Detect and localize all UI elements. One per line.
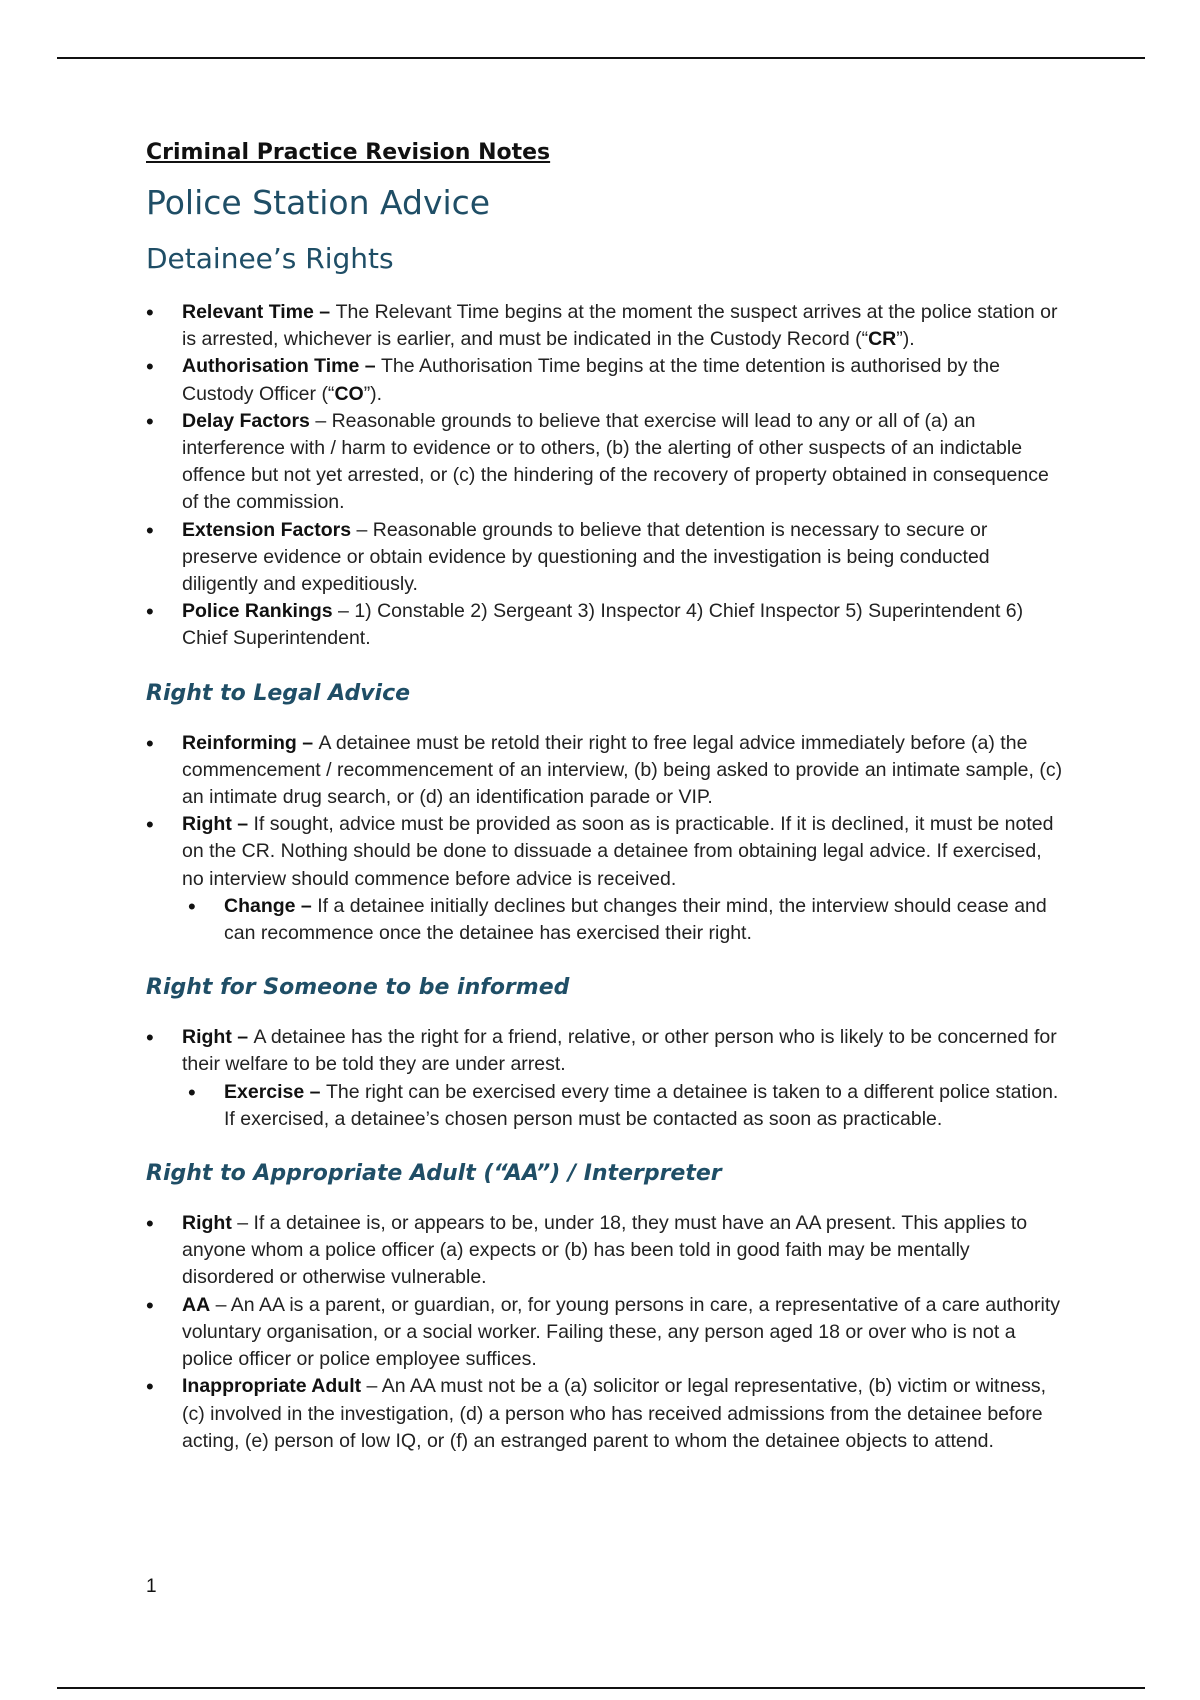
list-item (146, 1292, 1066, 1374)
footer-rule (57, 1687, 1145, 1689)
item-text: Reasonable grounds to believe that exercise will lead to any or all of (a) an interference with / harm to evidence or to others, (b) the alerting of other suspects of an indictable offence but not yet arrested, or (c) the hindering of the recovery of property obtained in consequence of the commission. (182, 409, 1049, 514)
legal-advice-sublist (182, 893, 1066, 947)
list-item (146, 1373, 1066, 1455)
item-separator: – (295, 894, 318, 917)
item-term: Extension Factors (182, 518, 352, 541)
item-separator: – (231, 1212, 254, 1235)
item-term: Inappropriate Adult (182, 1375, 362, 1398)
item-text: An AA is a parent, or guardian, or, for young persons in care, a representative of a care authority voluntary organisation, or a social worker. Failing these, any person aged 18 or over who is not a police officer or police employee suffices. (182, 1293, 1061, 1371)
item-separator: – (361, 1375, 382, 1398)
section-heading-legal-advice: Right to Legal Advice (146, 680, 411, 706)
item-text: If a detainee initially declines but changes their mind, the interview should cease and can recommence once the detainee has exercised their right. (224, 894, 1047, 945)
item-abbreviation: CO (334, 382, 364, 405)
item-text-end: ”). (363, 382, 383, 405)
page-content (146, 140, 1066, 1455)
sub-list-item (182, 893, 1066, 947)
item-text: The Relevant Time begins at the moment the suspect arrives at the police station or is arrested, whichever is earlier, and must be indicated in the Custody Record (“ (182, 301, 1058, 351)
item-separator: – (332, 600, 355, 623)
item-term: Right (182, 813, 232, 836)
list-item (146, 517, 1066, 599)
list-item (146, 299, 1066, 353)
item-term: Delay Factors (182, 409, 310, 432)
item-separator: – (296, 731, 319, 754)
item-term: Authorisation Time (182, 355, 360, 378)
item-text: If a detainee is, or appears to be, under 18, they must have an AA present. This applies to anyone whom a police officer (a) expects or (b) has been told in good faith may be mentally disordered or otherwise vulnerable. (182, 1212, 1028, 1289)
item-text: The Authorisation Time begins at the time detention is authorised by the Custody Officer (“ (182, 355, 1000, 405)
list-item (146, 1210, 1066, 1292)
item-separator: – (359, 355, 382, 378)
item-separator: – (351, 518, 373, 541)
item-text-end: ”). (896, 328, 915, 351)
item-term: Change (224, 894, 296, 917)
item-separator: – (231, 1026, 254, 1049)
legal-advice-list (146, 730, 1066, 948)
someone-informed-list (146, 1024, 1066, 1133)
item-term: Exercise (224, 1080, 305, 1103)
section-heading-detainees-rights: Detainee’s Rights (146, 242, 394, 275)
item-separator: – (210, 1293, 231, 1316)
detainees-rights-list (146, 299, 1066, 653)
list-item (146, 811, 1066, 947)
item-term: Relevant Time (182, 301, 314, 323)
item-text: A detainee has the right for a friend, relative, or other person who is likely to be concerned for their welfare to be told they are under arrest. (182, 1026, 1057, 1076)
item-term: Right (182, 1212, 232, 1235)
item-term: Reinforming (182, 731, 297, 754)
item-separator: – (313, 301, 336, 323)
section-heading-appropriate-adult: Right to Appropriate Adult (“AA”) / Interpreter (146, 1161, 722, 1187)
appropriate-adult-list (146, 1210, 1066, 1455)
list-item (146, 408, 1066, 517)
item-abbreviation: CR (868, 328, 897, 351)
item-text: An AA must not be a (a) solicitor or legal representative, (b) victim or witness, (c) involved in the investigation, (d) a person who has received admissions from the detainee before acting, (e) person of low IQ, or (f) an estranged parent to whom the detainee objects to attend. (182, 1375, 1047, 1452)
item-term: AA (182, 1293, 211, 1316)
header-rule (57, 57, 1145, 59)
item-separator: – (309, 409, 332, 432)
page-number: 1 (146, 1576, 157, 1597)
list-item (146, 353, 1066, 407)
item-separator: – (231, 813, 254, 836)
item-text: 1) Constable 2) Sergeant 3) Inspector 4) Chief Inspector 5) Superintendent 6) Chief Superintendent. (182, 600, 1024, 650)
item-term: Police Rankings (182, 600, 333, 623)
main-heading: Police Station Advice (146, 183, 491, 222)
item-text: Reasonable grounds to believe that detention is necessary to secure or preserve evidence or obtain evidence by questioning and the investigation is being conducted diligently and expeditiously. (182, 518, 990, 596)
sub-list-item (182, 1079, 1066, 1133)
item-text: A detainee must be retold their right to free legal advice immediately before (a) the commencement / recommencement of an interview, (b) being asked to provide an intimate sample, (c) an intimate drug search, or (d) an identification parade or VIP. (182, 731, 1063, 809)
section-heading-someone-informed: Right for Someone to be informed (146, 975, 570, 1001)
item-separator: – (304, 1080, 326, 1103)
list-item (146, 730, 1066, 812)
list-item (146, 598, 1066, 652)
list-item (146, 1024, 1066, 1133)
item-text: If sought, advice must be provided as soon as is practicable. If it is declined, it must be noted on the CR. Nothing should be done to dissuade a detainee from obtaining legal advice. If exercised, no interview should commence before advice is received. (182, 813, 1054, 890)
document-title: Criminal Practice Revision Notes (146, 140, 551, 165)
item-term: Right (182, 1026, 232, 1049)
someone-informed-sublist (182, 1079, 1066, 1133)
item-text: The right can be exercised every time a detainee is taken to a different police station. If exercised, a detainee’s chosen person must be contacted as soon as practicable. (224, 1080, 1059, 1130)
